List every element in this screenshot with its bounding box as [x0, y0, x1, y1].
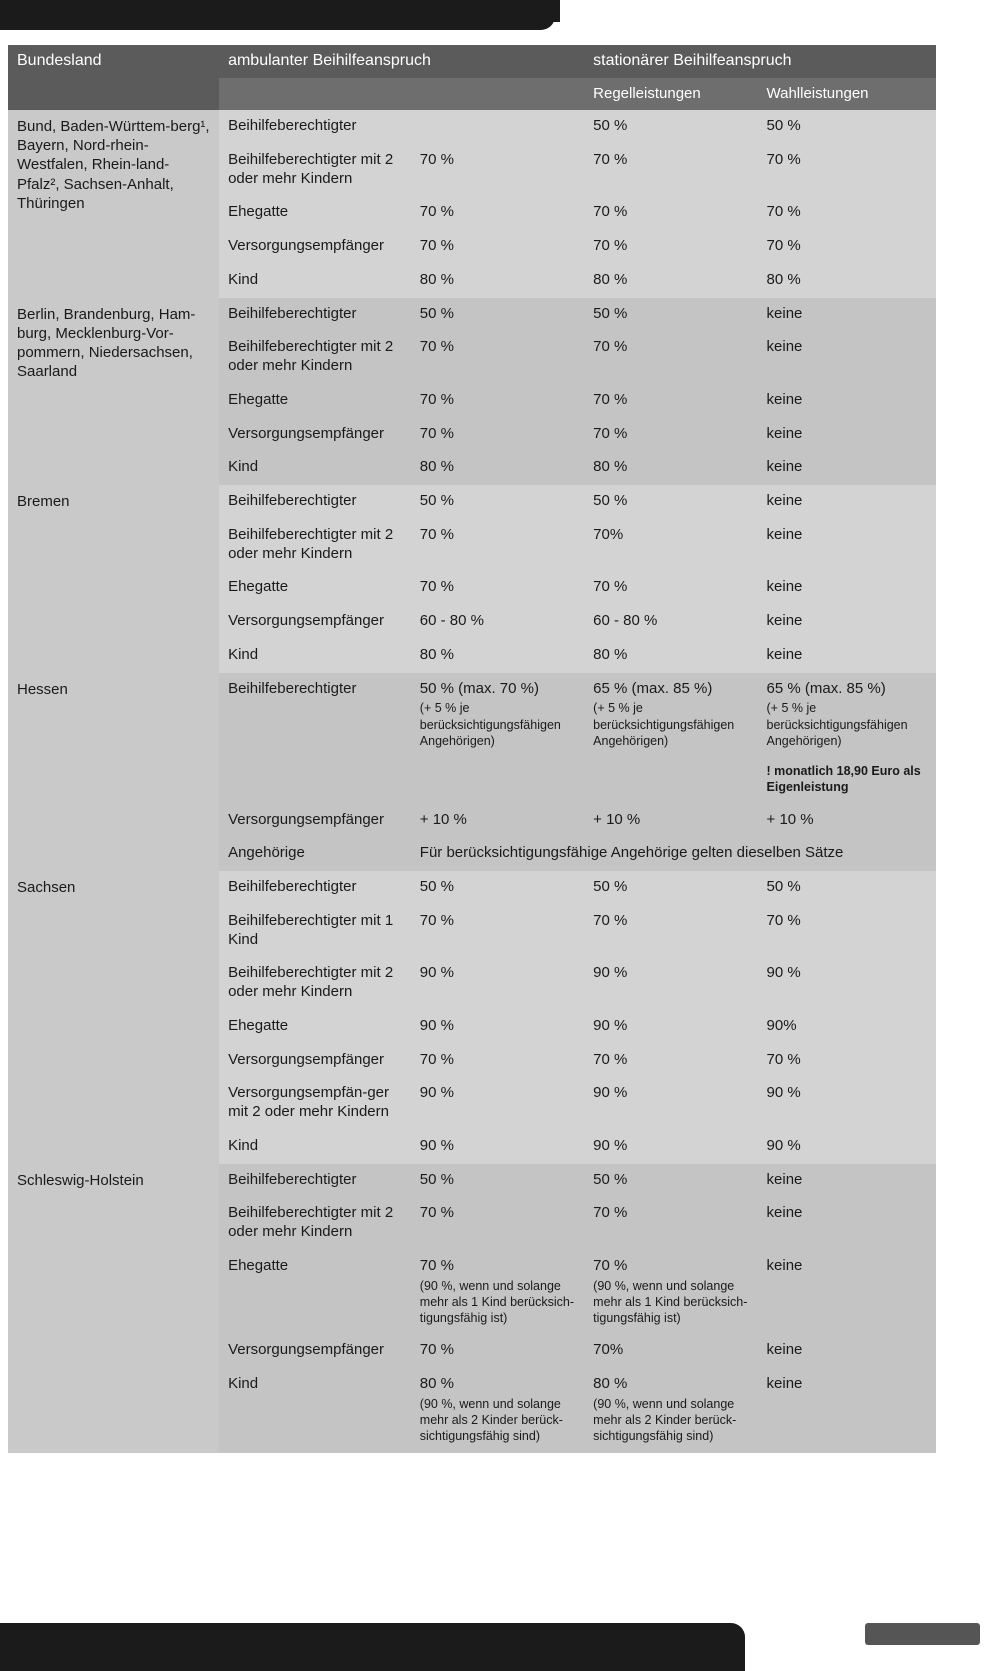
value-regelleistungen: 70 %	[584, 384, 757, 418]
row-label: Kind	[219, 639, 411, 673]
land-cell: Sachsen	[8, 871, 219, 1164]
value-wahlleistungen: keine	[758, 639, 936, 673]
value-wahlleistungen: 90 %	[758, 957, 936, 1010]
value-ambulant: 70 %	[411, 384, 584, 418]
value-ambulant: 70 %	[411, 905, 584, 958]
value-regelleistungen: 70 %	[584, 571, 757, 605]
value-wahlleistungen: keine	[758, 519, 936, 572]
value-regelleistungen: 50 %	[584, 485, 757, 519]
row-label: Kind	[219, 1130, 411, 1164]
row-label: Versorgungsempfänger	[219, 230, 411, 264]
land-cell: Bremen	[8, 485, 219, 673]
table-row	[8, 673, 936, 804]
value-regelleistungen: 70 %	[584, 331, 757, 384]
land-cell: Hessen	[8, 673, 219, 872]
value-regelleistungen: 70%	[584, 1334, 757, 1368]
value-ambulant: 70 %	[411, 571, 584, 605]
value-ambulant-note: (90 %, wenn und solange mehr als 1 Kind berücksich-tigungsfähig ist)	[419, 1278, 575, 1325]
land-cell: Bund, Baden-Württem-berg¹, Bayern, Nord-rhein-Westfalen, Rhein-land-Pfalz², Sachsen-Anhalt, Thüringen	[8, 110, 219, 298]
row-label: Ehegatte	[219, 571, 411, 605]
value-regelleistungen: 70 %	[584, 418, 757, 452]
value-wahlleistungen: 70 %	[758, 230, 936, 264]
row-label: Beihilfeberechtigter mit 2 oder mehr Kindern	[219, 519, 411, 572]
value-ambulant: 70 %	[411, 230, 584, 264]
value-regelleistungen: 90 %	[584, 1077, 757, 1130]
row-label: Angehörige	[219, 837, 411, 871]
value-wahlleistungen: 70 %	[758, 1044, 936, 1078]
value-wahlleistungen: keine	[758, 298, 936, 332]
value-ambulant: 70 %	[411, 331, 584, 384]
value-regelleistungen: 70%	[584, 519, 757, 572]
row-label: Kind	[219, 1368, 411, 1453]
value-ambulant	[411, 1368, 584, 1453]
row-note-angehoerige: Für berücksichtigungsfähige Angehörige gelten dieselben Sätze	[411, 837, 936, 871]
value-ambulant: + 10 %	[411, 804, 584, 838]
value-regelleistungen: 50 %	[584, 1164, 757, 1198]
value-regelleistungen: 60 - 80 %	[584, 605, 757, 639]
header-regelleistungen: Regelleistungen	[584, 78, 757, 110]
value-ambulant-note: (+ 5 % je berücksichtigungsfähigen Angehörigen)	[419, 701, 561, 748]
value-ambulant: 50 %	[411, 485, 584, 519]
value-wahlleistungen: keine	[758, 1164, 936, 1198]
value-regelleistungen: 80 %	[584, 639, 757, 673]
row-label: Ehegatte	[219, 196, 411, 230]
value-regelleistungen: 70 %	[584, 144, 757, 197]
value-wahlleistungen: keine	[758, 384, 936, 418]
value-ambulant-main: 80 %	[419, 1375, 454, 1392]
row-label: Beihilfeberechtigter	[219, 673, 411, 804]
row-label: Versorgungsempfän-ger mit 2 oder mehr Kindern	[219, 1077, 411, 1130]
value-wahlleistungen: keine	[758, 1197, 936, 1250]
row-label: Beihilfeberechtigter mit 2 oder mehr Kindern	[219, 957, 411, 1010]
value-ambulant: 80 %	[411, 639, 584, 673]
row-label: Beihilfeberechtigter mit 2 oder mehr Kindern	[219, 331, 411, 384]
table-row	[8, 871, 936, 905]
value-regelleistungen-note: (+ 5 % je berücksichtigungsfähigen Angehörigen)	[593, 701, 735, 748]
row-label: Ehegatte	[219, 1250, 411, 1335]
row-label: Beihilfeberechtigter	[219, 485, 411, 519]
value-ambulant: 70 %	[411, 196, 584, 230]
row-label: Versorgungsempfänger	[219, 1334, 411, 1368]
table-row	[8, 1164, 936, 1198]
land-cell: Schleswig-Holstein	[8, 1164, 219, 1453]
value-wahlleistungen	[758, 673, 936, 804]
value-wahlleistungen: 70 %	[758, 905, 936, 958]
value-wahlleistungen: 70 %	[758, 196, 936, 230]
page-bottom-decoration-left	[0, 1623, 745, 1671]
value-wahlleistungen: keine	[758, 605, 936, 639]
value-ambulant	[411, 1250, 584, 1335]
value-wahlleistungen-eigenleistung-note: ! monatlich 18,90 Euro als Eigenleistung	[766, 764, 921, 795]
value-wahlleistungen: + 10 %	[758, 804, 936, 838]
table-row	[8, 485, 936, 519]
row-label: Versorgungsempfänger	[219, 804, 411, 838]
page-bottom-decoration-right	[865, 1623, 980, 1645]
value-wahlleistungen: keine	[758, 1368, 936, 1453]
value-ambulant: 90 %	[411, 1010, 584, 1044]
value-regelleistungen: 50 %	[584, 110, 757, 144]
value-regelleistungen: 90 %	[584, 1010, 757, 1044]
value-wahlleistungen: keine	[758, 451, 936, 485]
value-regelleistungen: 70 %	[584, 230, 757, 264]
value-ambulant-main: 70 %	[419, 1256, 454, 1274]
value-regelleistungen: 90 %	[584, 1130, 757, 1164]
value-wahlleistungen: keine	[758, 331, 936, 384]
value-ambulant: 80 %	[411, 451, 584, 485]
value-ambulant: 80 %	[411, 264, 584, 298]
value-ambulant: 50 %	[411, 871, 584, 905]
value-regelleistungen	[584, 1250, 757, 1335]
row-label: Beihilfeberechtigter	[219, 871, 411, 905]
row-label: Kind	[219, 264, 411, 298]
value-regelleistungen-note: (90 %, wenn und solange mehr als 2 Kinder berück-sichtigungsfähig sind)	[593, 1396, 737, 1444]
row-label: Versorgungsempfänger	[219, 1044, 411, 1078]
value-ambulant: 70 %	[411, 1044, 584, 1078]
row-label: Beihilfeberechtigter mit 2 oder mehr Kindern	[219, 1197, 411, 1250]
header-wahlleistungen: Wahlleistungen	[758, 78, 936, 110]
row-label: Beihilfeberechtigter	[219, 1164, 411, 1198]
row-label: Beihilfeberechtigter	[219, 110, 584, 144]
value-regelleistungen: 70 %	[584, 905, 757, 958]
row-label: Beihilfeberechtigter	[219, 298, 411, 332]
value-regelleistungen: + 10 %	[584, 804, 757, 838]
value-ambulant: 70 %	[411, 418, 584, 452]
value-regelleistungen: 80 %	[584, 264, 757, 298]
value-regelleistungen-main: 65 % (max. 85 %)	[593, 679, 713, 697]
value-ambulant: 50 %	[411, 1164, 584, 1198]
value-wahlleistungen: keine	[758, 1250, 936, 1335]
value-regelleistungen: 90 %	[584, 957, 757, 1010]
value-regelleistungen	[584, 1368, 757, 1453]
value-wahlleistungen: 50 %	[758, 871, 936, 905]
value-wahlleistungen: keine	[758, 418, 936, 452]
value-regelleistungen: 50 %	[584, 871, 757, 905]
value-wahlleistungen: 50 %	[758, 110, 936, 144]
value-wahlleistungen: keine	[758, 571, 936, 605]
row-label: Ehegatte	[219, 384, 411, 418]
value-ambulant: 90 %	[411, 1130, 584, 1164]
value-regelleistungen: 70 %	[584, 1044, 757, 1078]
value-regelleistungen: 80 %	[584, 451, 757, 485]
header-bundesland: Bundesland	[8, 45, 219, 110]
header-ambulant-sub	[219, 78, 584, 110]
value-ambulant-note: (90 %, wenn und solange mehr als 2 Kinder berück-sichtigungsfähig sind)	[419, 1396, 563, 1444]
row-label: Ehegatte	[219, 1010, 411, 1044]
value-ambulant: 70 %	[411, 1334, 584, 1368]
land-cell: Berlin, Brandenburg, Ham-burg, Mecklenburg-Vor-pommern, Niedersachsen, Saarland	[8, 298, 219, 486]
value-ambulant: 50 %	[411, 298, 584, 332]
value-regelleistungen-note: (90 %, wenn und solange mehr als 1 Kind berücksich-tigungsfähig ist)	[593, 1278, 748, 1325]
value-regelleistungen-main: 80 %	[593, 1375, 628, 1392]
value-ambulant: 70 %	[411, 1197, 584, 1250]
value-wahlleistungen: keine	[758, 485, 936, 519]
header-ambulant: ambulanter Beihilfeanspruch	[219, 45, 584, 78]
value-wahlleistungen: 80 %	[758, 264, 936, 298]
value-regelleistungen-main: 70 %	[593, 1256, 628, 1274]
value-ambulant: 70 %	[411, 144, 584, 197]
table-header-row	[8, 45, 936, 78]
header-stationaer: stationärer Beihilfeanspruch	[584, 45, 936, 78]
value-wahlleistungen: keine	[758, 1334, 936, 1368]
value-ambulant: 70 %	[411, 519, 584, 572]
value-wahlleistungen: 90%	[758, 1010, 936, 1044]
value-regelleistungen: 50 %	[584, 298, 757, 332]
row-label: Beihilfeberechtigter mit 2 oder mehr Kindern	[219, 144, 411, 197]
row-label: Kind	[219, 451, 411, 485]
value-regelleistungen	[584, 673, 757, 804]
value-ambulant: 90 %	[411, 1077, 584, 1130]
value-wahlleistungen-note: (+ 5 % je berücksichtigungsfähigen Angehörigen)	[766, 701, 908, 748]
row-label: Beihilfeberechtigter mit 1 Kind	[219, 905, 411, 958]
table-row	[8, 298, 936, 332]
value-wahlleistungen: 90 %	[758, 1077, 936, 1130]
value-ambulant-main: 50 % (max. 70 %)	[419, 679, 539, 697]
value-wahlleistungen-main: 65 % (max. 85 %)	[766, 679, 886, 697]
page-top-decoration-left	[0, 0, 555, 30]
value-ambulant: 90 %	[411, 957, 584, 1010]
value-wahlleistungen: 90 %	[758, 1130, 936, 1164]
value-ambulant	[411, 673, 584, 804]
beihilfe-table	[8, 45, 936, 1453]
value-ambulant: 60 - 80 %	[411, 605, 584, 639]
table-row	[8, 110, 936, 144]
value-wahlleistungen: 70 %	[758, 144, 936, 197]
value-regelleistungen: 70 %	[584, 1197, 757, 1250]
row-label: Versorgungsempfänger	[219, 605, 411, 639]
row-label: Versorgungsempfänger	[219, 418, 411, 452]
value-regelleistungen: 70 %	[584, 196, 757, 230]
beihilfe-table-container	[8, 45, 936, 1453]
